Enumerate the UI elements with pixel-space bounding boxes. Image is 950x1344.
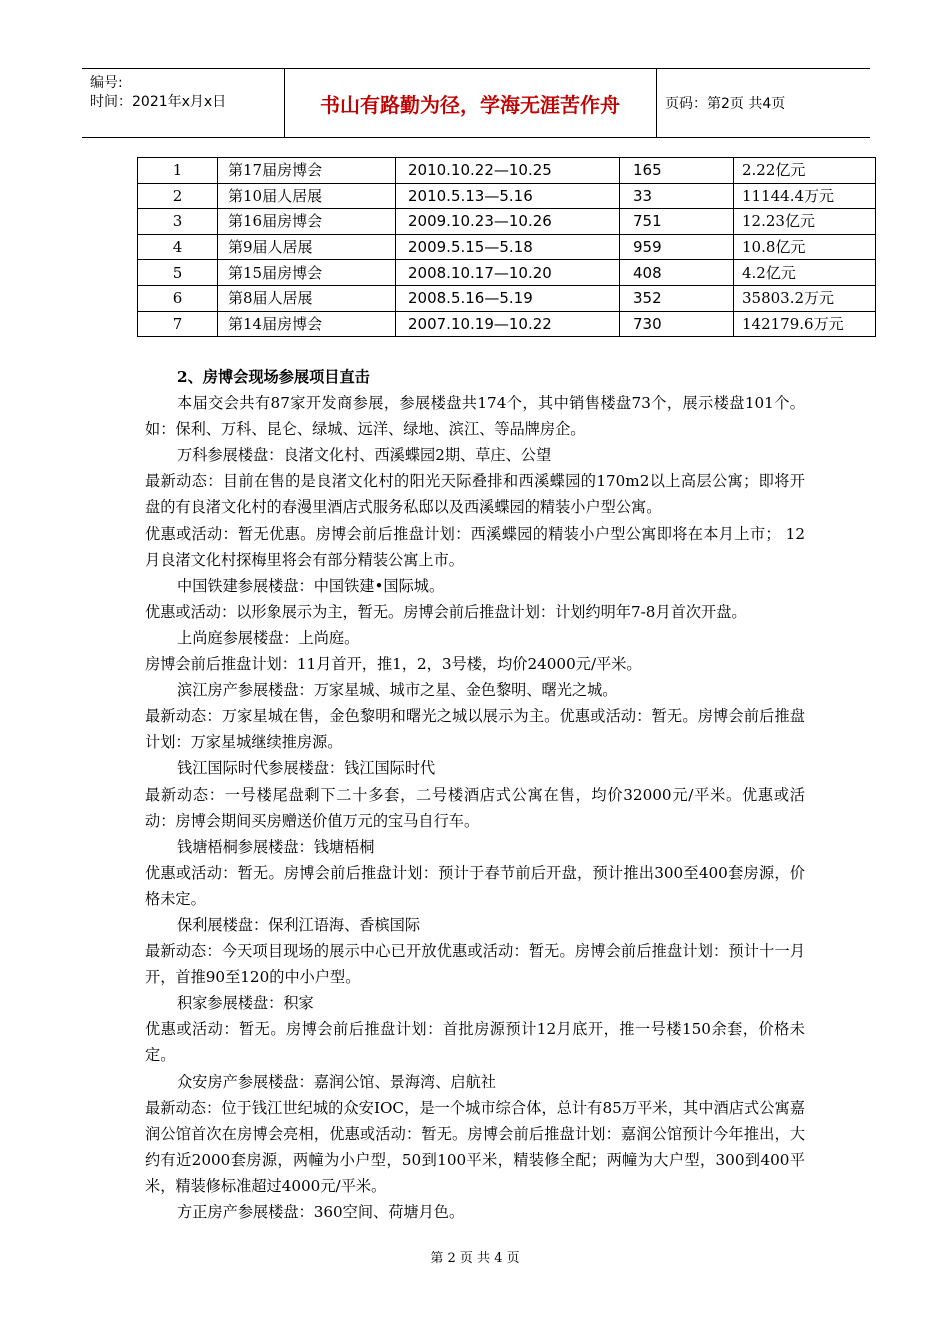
paragraph: 众安房产参展楼盘：嘉润公馆、景海湾、启航社: [177, 1072, 496, 1091]
expo-name: 第14届房博会: [228, 314, 323, 333]
row-index: 3: [172, 212, 183, 231]
expo-name-cell: [218, 209, 396, 235]
expo-dates-cell: [396, 234, 620, 260]
deal-count-cell: [620, 209, 734, 235]
header-motto: 书山有路勤为径，学海无涯苦作舟: [320, 92, 620, 117]
paragraph: 最新动态：今天项目现场的展示中心已开放优惠或活动：暂无。房博会前后推盘计划：预计十一月开，首推90至120的中小户型。: [145, 942, 805, 987]
expo-dates-cell: [396, 311, 620, 337]
expo-dates-cell: [396, 209, 620, 235]
expo-dates-cell: [396, 183, 620, 209]
expo-name: 第16届房博会: [228, 212, 323, 231]
paragraph: 优惠或活动：暂无优惠。房博会前后推盘计划：西溪蝶园的精装小户型公寓即将在本月上市； 12月良渚文化村探梅里将会有部分精装公寓上市。: [145, 524, 805, 569]
table-row: [138, 183, 876, 209]
expo-dates: 2010.5.13—5.16: [408, 186, 533, 205]
row-index-cell: [138, 260, 218, 286]
deal-count: 33: [633, 186, 653, 205]
paragraph: 中国铁建参展楼盘：中国铁建•国际城。: [177, 576, 445, 595]
deal-count-cell: [620, 285, 734, 311]
expo-name-cell: [218, 285, 396, 311]
table-row: [138, 285, 876, 311]
expo-name: 第15届房博会: [228, 263, 323, 282]
header-meta: [90, 74, 226, 112]
paragraph: 最新动态：位于钱江世纪城的众安IOC，是一个城市综合体，总计有85万平米，其中酒店式公寓嘉润公馆首次在房博会亮相，优惠或活动：暂无。房博会前后推盘计划：嘉润公馆预计今年推出，大约有近2000套房源，两幢为小户型，50到100平米，精装修全配；两幢为大户型，300到400平米，精装修标准超过4000元/平米。: [145, 1098, 805, 1195]
row-index-cell: [138, 234, 218, 260]
deal-amount: 2.22亿元: [742, 161, 806, 180]
paragraph: 优惠或活动：暂无。房博会前后推盘计划：预计于春节前后开盘，预计推出300至400套房源，价格未定。: [145, 863, 805, 908]
row-index-cell: [138, 285, 218, 311]
deal-amount-cell: [734, 183, 876, 209]
expo-dates-cell: [396, 158, 620, 184]
section-content: [145, 364, 805, 1225]
expo-name: 第8届人居展: [228, 289, 313, 308]
paragraph: 最新动态：目前在售的是良渚文化村的阳光天际叠排和西溪蝶园的170m2以上高层公寓；即将开盘的有良渚文化村的春漫里酒店式服务私邸以及西溪蝶园的精装小户型公寓。: [145, 472, 805, 517]
table-row: [138, 311, 876, 337]
expo-name-cell: [218, 260, 396, 286]
row-index-cell: [138, 209, 218, 235]
expo-dates: 2007.10.19—10.22: [408, 314, 552, 333]
deal-count: 751: [633, 212, 662, 231]
header-number-label: 编号:: [90, 75, 123, 91]
deal-amount-cell: [734, 311, 876, 337]
page-footer: 第 2 页 共 4 页: [430, 1251, 520, 1266]
deal-count: 730: [633, 314, 662, 333]
expo-name: 第9届人居展: [228, 238, 313, 257]
deal-count-cell: [620, 158, 734, 184]
expo-dates: 2008.10.17—10.20: [408, 263, 552, 282]
paragraph: 保利展楼盘：保利江语海、香槟国际: [177, 915, 420, 934]
deal-count: 408: [633, 263, 662, 282]
expo-dates: 2009.10.23—10.26: [408, 212, 552, 231]
paragraph: 最新动态：万家星城在售，金色黎明和曙光之城以展示为主。优惠或活动：暂无。房博会前后推盘计划：万家星城继续推房源。: [145, 707, 805, 752]
expo-dates: 2009.5.15—5.18: [408, 238, 533, 257]
paragraph: 积家参展楼盘：积家: [177, 994, 314, 1013]
table-row: [138, 260, 876, 286]
expo-name-cell: [218, 183, 396, 209]
deal-amount: 35803.2万元: [742, 289, 835, 308]
expo-results-table: [137, 157, 876, 337]
paragraph: 钱塘梧桐参展楼盘：钱塘梧桐: [177, 837, 375, 856]
deal-count-cell: [620, 311, 734, 337]
deal-amount-cell: [734, 158, 876, 184]
expo-dates-cell: [396, 285, 620, 311]
row-index-cell: [138, 158, 218, 184]
deal-count: 352: [633, 289, 662, 308]
expo-name: 第10届人居展: [228, 186, 323, 205]
paragraph: 钱江国际时代参展楼盘：钱江国际时代: [177, 759, 436, 778]
row-index: 2: [172, 186, 183, 205]
paragraph: 房博会前后推盘计划：11月首开，推1，2，3号楼，均价24000元/平米。: [145, 655, 642, 674]
expo-name-cell: [218, 311, 396, 337]
deal-amount: 12.23亿元: [742, 212, 815, 231]
row-index: 4: [172, 238, 183, 257]
paragraph: 最新动态：一号楼尾盘剩下二十多套，二号楼酒店式公寓在售，均价32000元/平米。优惠或活动：房博会期间买房赠送价值万元的宝马自行车。: [145, 785, 805, 830]
expo-dates-cell: [396, 260, 620, 286]
expo-dates: 2010.10.22—10.25: [408, 161, 552, 180]
deal-amount: 11144.4万元: [742, 186, 835, 205]
table-row: [138, 158, 876, 184]
row-index: 1: [172, 161, 183, 180]
row-index: 6: [172, 289, 183, 308]
deal-amount: 4.2亿元: [742, 263, 796, 282]
deal-amount-cell: [734, 285, 876, 311]
paragraph: 方正房产参展楼盘：360空间、荷塘月色。: [177, 1203, 465, 1221]
paragraph: 上尚庭参展楼盘：上尚庭。: [177, 628, 360, 647]
header-page-label: 页码：第2页 共4页: [665, 96, 786, 112]
paragraph: 滨江房产参展楼盘：万家星城、城市之星、金色黎明、曙光之城。: [177, 681, 618, 700]
section-heading: 2、房博会现场参展项目直击: [177, 368, 370, 386]
expo-name: 第17届房博会: [228, 161, 323, 180]
expo-name-cell: [218, 234, 396, 260]
paragraph: 本届交会共有87家开发商参展，参展楼盘共174个，其中销售楼盘73个，展示楼盘101个。如：保利、万科、昆仑、绿城、远洋、绿地、滨江、等品牌房企。: [145, 394, 805, 439]
table-row: [138, 209, 876, 235]
deal-amount-cell: [734, 234, 876, 260]
row-index-cell: [138, 183, 218, 209]
deal-amount-cell: [734, 209, 876, 235]
paragraph: 万科参展楼盘：良渚文化村、西溪蝶园2期、草庄、公望: [177, 446, 552, 465]
deal-count: 165: [633, 161, 662, 180]
row-index: 7: [172, 314, 183, 333]
paragraph: 优惠或活动：暂无。房博会前后推盘计划：首批房源预计12月底开，推一号楼150余套，价格未定。: [145, 1020, 805, 1065]
deal-count-cell: [620, 234, 734, 260]
paragraph: 优惠或活动：以形象展示为主，暂无。房博会前后推盘计划：计划约明年7-8月首次开盘。: [145, 602, 747, 621]
deal-amount: 142179.6万元: [742, 314, 844, 333]
expo-dates: 2008.5.16—5.19: [408, 289, 533, 308]
row-index-cell: [138, 311, 218, 337]
deal-count-cell: [620, 183, 734, 209]
page-header: [82, 68, 870, 138]
deal-amount: 10.8亿元: [742, 238, 806, 257]
header-time-label: 时间：2021年x月x日: [90, 94, 227, 110]
deal-amount-cell: [734, 260, 876, 286]
table-row: [138, 234, 876, 260]
expo-name-cell: [218, 158, 396, 184]
deal-count: 959: [633, 238, 662, 257]
row-index: 5: [172, 263, 183, 282]
header-divider: [656, 69, 657, 137]
deal-count-cell: [620, 260, 734, 286]
